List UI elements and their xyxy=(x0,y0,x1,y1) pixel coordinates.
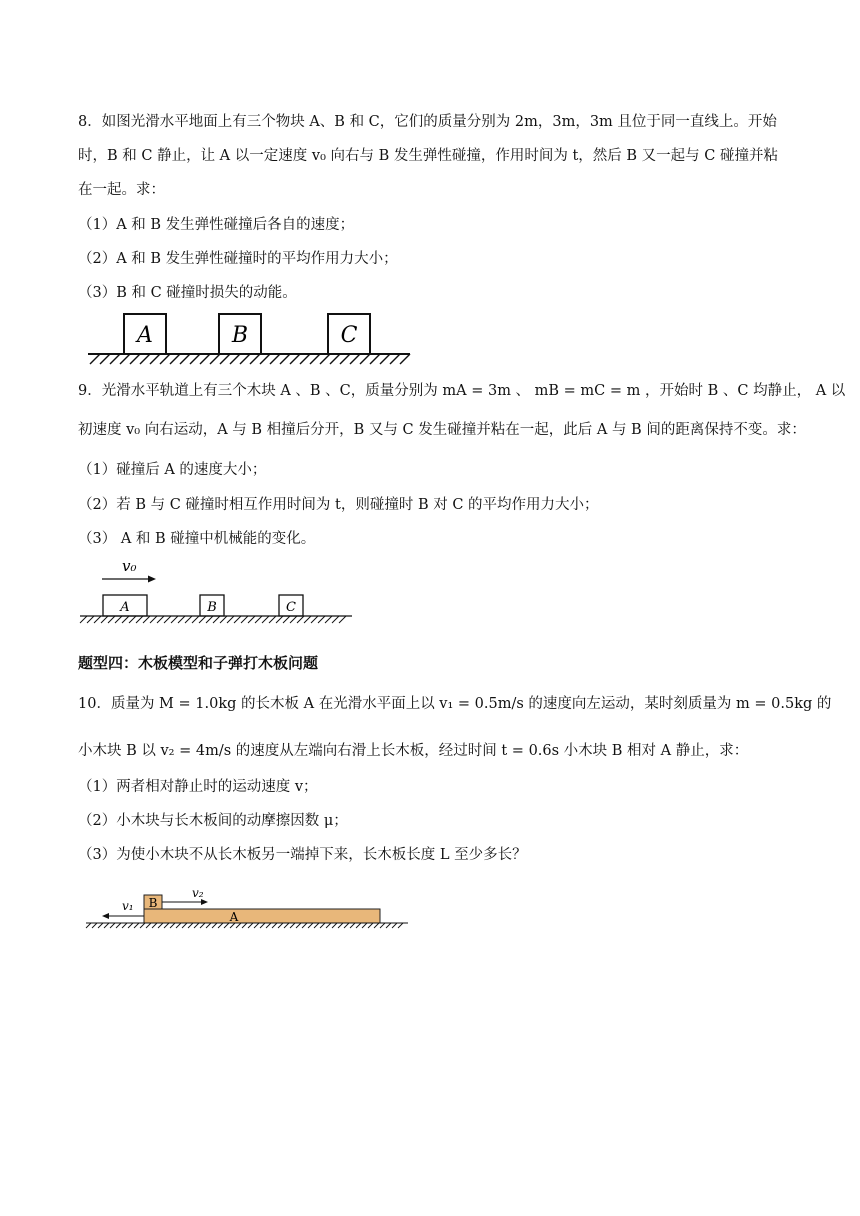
hatch-mark xyxy=(86,923,91,928)
hatch-mark xyxy=(380,923,385,928)
q8-blocks-figure xyxy=(84,310,414,372)
hatch-mark xyxy=(270,354,280,364)
hatch-mark xyxy=(308,923,313,928)
hatch-mark xyxy=(130,354,140,364)
hatch-mark xyxy=(260,923,265,928)
hatch-mark xyxy=(340,354,350,364)
q8-line-1: 8．如图光滑水平地面上有三个物块 A、B 和 C，它们的质量分别为 2m，3m，3m 且位于同一直线上。开始 xyxy=(78,114,777,130)
q9-line-2: 初速度 v₀ 向右运动，A 与 B 相撞后分开，B 又与 C 发生碰撞并粘在一起，此后 A 与 B 间的距离保持不变。求： xyxy=(78,422,806,438)
hatch-mark xyxy=(150,616,157,623)
hatch-mark xyxy=(224,923,229,928)
hatch-mark xyxy=(185,616,192,623)
hatch-mark xyxy=(290,923,295,928)
hatch-mark xyxy=(101,616,108,623)
hatch-mark xyxy=(146,923,151,928)
hatch-mark xyxy=(260,354,270,364)
hatch-mark xyxy=(200,354,210,364)
hatch-mark xyxy=(206,923,211,928)
hatch-mark xyxy=(332,616,339,623)
hatch-mark xyxy=(380,354,390,364)
hatch-mark xyxy=(374,923,379,928)
hatch-mark xyxy=(176,923,181,928)
hatch-mark xyxy=(248,923,253,928)
q9-subquestion-1: （1）碰撞后 A 的速度大小； xyxy=(78,462,267,478)
hatch-mark xyxy=(192,616,199,623)
hatch-mark xyxy=(284,923,289,928)
hatch-mark xyxy=(200,923,205,928)
hatch-mark xyxy=(160,354,170,364)
hatch-mark xyxy=(227,616,234,623)
hatch-mark xyxy=(300,354,310,364)
hatch-mark xyxy=(350,354,360,364)
hatch-mark xyxy=(190,354,200,364)
hatch-mark xyxy=(330,354,340,364)
hatch-mark xyxy=(210,354,220,364)
hatch-mark xyxy=(98,923,103,928)
hatch-mark xyxy=(360,354,370,364)
hatch-mark xyxy=(370,354,380,364)
hatch-mark xyxy=(311,616,318,623)
hatch-mark xyxy=(129,616,136,623)
hatch-mark xyxy=(297,616,304,623)
hatch-mark xyxy=(262,616,269,623)
q8-label-c: C xyxy=(340,323,358,348)
hatch-mark xyxy=(254,923,259,928)
q10-board-figure xyxy=(82,880,412,932)
hatch-mark xyxy=(240,354,250,364)
hatch-mark xyxy=(128,923,133,928)
hatch-mark xyxy=(143,616,150,623)
hatch-mark xyxy=(255,616,262,623)
q9-label-b: B xyxy=(207,600,217,615)
q10-subquestion-2: （2）小木块与长木板间的动摩擦因数 μ； xyxy=(78,813,348,829)
hatch-mark xyxy=(280,354,290,364)
hatch-mark xyxy=(104,923,109,928)
q9-velocity-arrowhead xyxy=(148,576,156,583)
q8-label-a: A xyxy=(137,323,153,348)
hatch-mark xyxy=(290,616,297,623)
hatch-mark xyxy=(296,923,301,928)
hatch-mark xyxy=(248,616,255,623)
q8-line-2: 时，B 和 C 静止，让 A 以一定速度 v₀ 向右与 B 发生弹性碰撞，作用时间为 t，然后 B 又一起与 C 碰撞并粘 xyxy=(78,148,778,164)
hatch-mark xyxy=(108,616,115,623)
hatch-mark xyxy=(266,923,271,928)
hatch-mark xyxy=(199,616,206,623)
hatch-mark xyxy=(134,923,139,928)
hatch-mark xyxy=(242,923,247,928)
hatch-mark xyxy=(182,923,187,928)
hatch-mark xyxy=(194,923,199,928)
hatch-mark xyxy=(120,354,130,364)
q9-line-1: 9．光滑水平轨道上有三个木块 A 、B 、C，质量分别为 mA = 3m 、 mB = mC = m ，开始时 B 、C 均静止， A 以 xyxy=(78,383,846,399)
q9-label-c: C xyxy=(286,600,296,615)
hatch-mark xyxy=(368,923,373,928)
q10-ground-hatching xyxy=(86,923,403,928)
hatch-mark xyxy=(150,354,160,364)
q10-v1-label: v₁ xyxy=(122,899,134,913)
q8-subquestion-3: （3）B 和 C 碰撞时损失的动能。 xyxy=(78,285,297,301)
q10-long-board xyxy=(144,909,380,923)
hatch-mark xyxy=(140,354,150,364)
hatch-mark xyxy=(320,923,325,928)
q9-subquestion-3: （3） A 和 B 碰撞中机械能的变化。 xyxy=(78,531,316,547)
hatch-mark xyxy=(302,923,307,928)
hatch-mark xyxy=(188,923,193,928)
q10-block-label: B xyxy=(148,896,158,910)
q10-line-1: 10．质量为 M = 1.0kg 的长木板 A 在光滑水平面上以 v₁ = 0.5m/s 的速度向左运动，某时刻质量为 m = 0.5kg 的 xyxy=(78,696,832,712)
q8-label-b: B xyxy=(231,323,249,348)
hatch-mark xyxy=(94,616,101,623)
hatch-mark xyxy=(92,923,97,928)
hatch-mark xyxy=(269,616,276,623)
hatch-mark xyxy=(170,923,175,928)
hatch-mark xyxy=(241,616,248,623)
q9-blocks-figure xyxy=(76,556,356,626)
hatch-mark xyxy=(218,923,223,928)
hatch-mark xyxy=(158,923,163,928)
hatch-mark xyxy=(110,923,115,928)
hatch-mark xyxy=(140,923,145,928)
hatch-mark xyxy=(318,616,325,623)
q9-velocity-label: v₀ xyxy=(122,557,137,575)
hatch-mark xyxy=(325,616,332,623)
q10-subquestion-3: （3）为使小木块不从长木板另一端掉下来，长木板长度 L 至少多长？ xyxy=(78,847,527,863)
hatch-mark xyxy=(332,923,337,928)
hatch-mark xyxy=(278,923,283,928)
hatch-mark xyxy=(272,923,277,928)
hatch-mark xyxy=(90,354,100,364)
hatch-mark xyxy=(87,616,94,623)
q8-subquestion-1: （1）A 和 B 发生弹性碰撞后各自的速度； xyxy=(78,217,355,233)
q10-v1-arrowhead xyxy=(102,913,109,919)
hatch-mark xyxy=(100,354,110,364)
hatch-mark xyxy=(152,923,157,928)
q10-board-label: A xyxy=(229,910,239,924)
hatch-mark xyxy=(304,616,311,623)
q10-v2-label: v₂ xyxy=(192,886,204,900)
q9-subquestion-2: （2）若 B 与 C 碰撞时相互作用时间为 t，则碰撞时 B 对 C 的平均作用力大小； xyxy=(78,497,599,513)
hatch-mark xyxy=(314,923,319,928)
hatch-mark xyxy=(320,354,330,364)
hatch-mark xyxy=(390,354,400,364)
hatch-mark xyxy=(180,354,190,364)
hatch-mark xyxy=(234,616,241,623)
hatch-mark xyxy=(283,616,290,623)
hatch-mark xyxy=(356,923,361,928)
hatch-mark xyxy=(350,923,355,928)
hatch-mark xyxy=(339,616,346,623)
hatch-mark xyxy=(213,616,220,623)
hatch-mark xyxy=(250,354,260,364)
hatch-mark xyxy=(164,616,171,623)
section-heading: 题型四：木板模型和子弹打木板问题 xyxy=(78,654,319,672)
q9-label-a: A xyxy=(120,600,130,615)
hatch-mark xyxy=(344,923,349,928)
hatch-mark xyxy=(136,616,143,623)
hatch-mark xyxy=(170,354,180,364)
q8-ground-hatching xyxy=(90,354,410,364)
hatch-mark xyxy=(178,616,185,623)
hatch-mark xyxy=(164,923,169,928)
hatch-mark xyxy=(115,616,122,623)
hatch-mark xyxy=(326,923,331,928)
hatch-mark xyxy=(276,616,283,623)
hatch-mark xyxy=(386,923,391,928)
q10-line-2: 小木块 B 以 v₂ = 4m/s 的速度从左端向右滑上长木板，经过时间 t = 0.6s 小木块 B 相对 A 静止，求： xyxy=(78,743,749,759)
q10-subquestion-1: （1）两者相对静止时的运动速度 v； xyxy=(78,779,318,795)
hatch-mark xyxy=(122,923,127,928)
hatch-mark xyxy=(230,354,240,364)
q8-subquestion-2: （2）A 和 B 发生弹性碰撞时的平均作用力大小； xyxy=(78,251,398,267)
hatch-mark xyxy=(171,616,178,623)
hatch-mark xyxy=(110,354,120,364)
hatch-mark xyxy=(310,354,320,364)
hatch-mark xyxy=(400,354,410,364)
hatch-mark xyxy=(392,923,397,928)
hatch-mark xyxy=(362,923,367,928)
hatch-mark xyxy=(206,616,213,623)
hatch-mark xyxy=(338,923,343,928)
hatch-mark xyxy=(290,354,300,364)
q9-ground-hatching xyxy=(80,616,346,623)
hatch-mark xyxy=(212,923,217,928)
hatch-mark xyxy=(116,923,121,928)
hatch-mark xyxy=(122,616,129,623)
hatch-mark xyxy=(220,354,230,364)
hatch-mark xyxy=(157,616,164,623)
hatch-mark xyxy=(398,923,403,928)
hatch-mark xyxy=(80,616,87,623)
hatch-mark xyxy=(220,616,227,623)
q8-line-3: 在一起。求： xyxy=(78,182,165,198)
